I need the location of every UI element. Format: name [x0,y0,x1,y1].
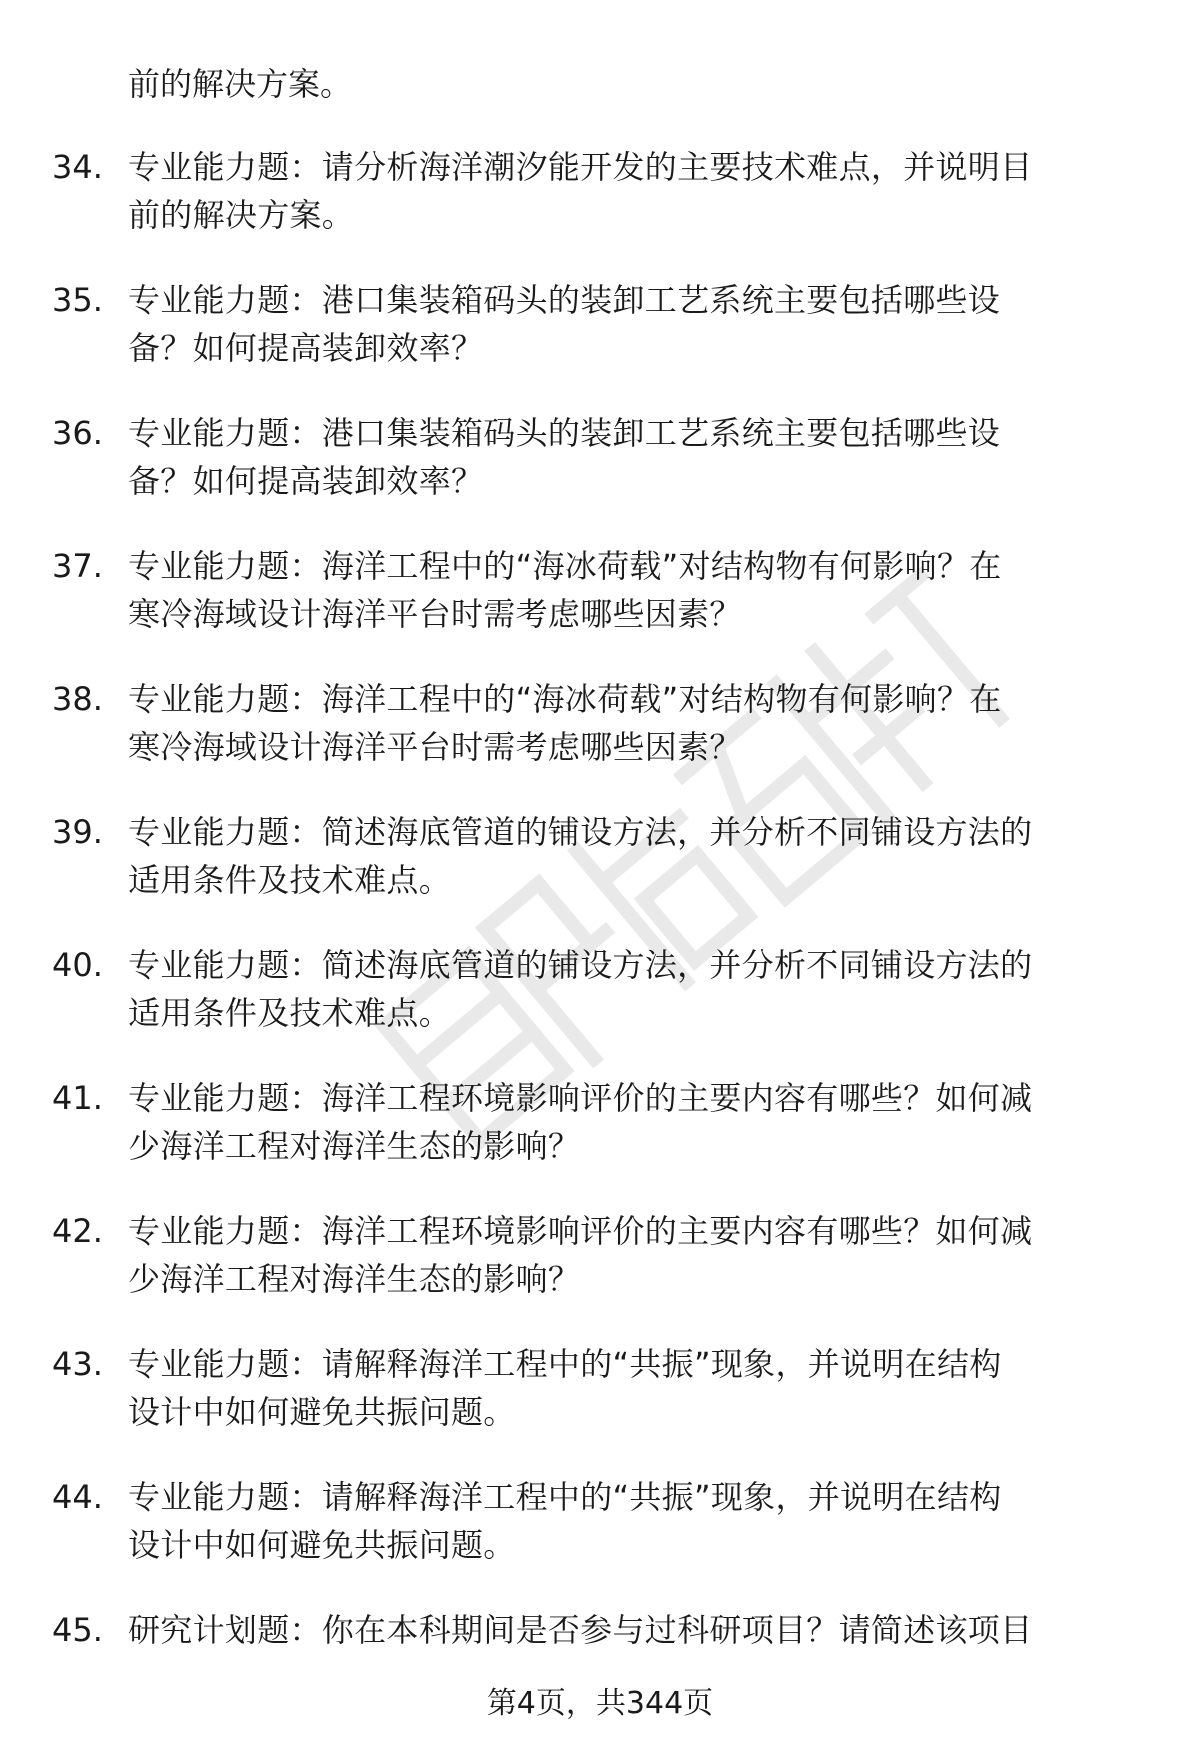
question-number: 36. [52,414,103,452]
question-text [128,1207,1138,1303]
question-number: 44. [52,1478,103,1516]
question-text-line: 专业能力题：简述海底管道的铺设方法，并分析不同铺设方法的 [128,946,1033,984]
question-text-line: 前的解决方案。 [128,196,355,234]
question-item [0,1074,1200,1207]
question-text-line: 寒冷海域设计海洋平台时需考虑哪些因素？ [128,595,742,633]
question-text-line: 设计中如何避免共振问题。 [128,1526,516,1564]
question-number: 39. [52,813,103,851]
question-number: 42. [52,1212,103,1250]
question-text-line: 专业能力题：请解释海洋工程中的“共振”现象，并说明在结构 [128,1345,1002,1383]
question-text-line: 备？如何提高装卸效率？ [128,329,484,367]
question-text-line: 专业能力题：海洋工程中的“海冰荷载”对结构物有何影响？在 [128,680,1002,718]
question-text [128,1074,1138,1170]
continued-text: 前的解决方案。 [128,65,353,103]
question-text-line: 研究计划题：你在本科期间是否参与过科研项目？请简述该项目 [128,1611,1033,1649]
question-item [0,941,1200,1074]
question-text-line: 专业能力题：海洋工程环境影响评价的主要内容有哪些？如何减 [128,1079,1033,1117]
question-text-line: 少海洋工程对海洋生态的影响？ [128,1127,581,1165]
question-text [128,409,1138,505]
question-text [128,675,1138,771]
question-text-line: 专业能力题：请分析海洋潮汐能开发的主要技术难点，并说明目 [128,148,1033,186]
question-text-line: 专业能力题：海洋工程中的“海冰荷载”对结构物有何影响？在 [128,547,1002,585]
question-text [128,143,1138,239]
question-text-line: 寒冷海域设计海洋平台时需考虑哪些因素？ [128,728,742,766]
question-text-line: 适用条件及技术难点。 [128,994,452,1032]
question-number: 43. [52,1345,103,1383]
question-text [128,276,1138,372]
question-text-line: 少海洋工程对海洋生态的影响？ [128,1260,581,1298]
question-item [0,1207,1200,1340]
question-item [0,276,1200,409]
question-text [128,1340,1138,1436]
question-number: 41. [52,1079,103,1117]
question-text-line: 专业能力题：港口集装箱码头的装卸工艺系统主要包括哪些设 [128,414,1001,452]
question-item [0,808,1200,941]
question-text-line: 适用条件及技术难点。 [128,861,452,899]
question-number: 37. [52,547,103,585]
question-item [0,1473,1200,1606]
question-text [128,542,1138,638]
question-number: 34. [52,148,103,186]
page-number-footer: 第4页，共344页 [486,1686,714,1721]
question-text [128,1473,1138,1569]
question-text-line: 专业能力题：简述海底管道的铺设方法，并分析不同铺设方法的 [128,813,1033,851]
question-text [128,941,1138,1037]
question-item [0,409,1200,542]
question-number: 45. [52,1611,103,1649]
question-text-line: 设计中如何避免共振问题。 [128,1393,516,1431]
question-item [0,143,1200,276]
question-item [0,675,1200,808]
question-number: 40. [52,946,103,984]
question-number: 38. [52,680,103,718]
question-number: 35. [52,281,103,319]
question-text-line: 专业能力题：请解释海洋工程中的“共振”现象，并说明在结构 [128,1478,1002,1516]
question-text [128,1606,1138,1654]
question-text-line: 专业能力题：海洋工程环境影响评价的主要内容有哪些？如何减 [128,1212,1033,1250]
question-text-line: 备？如何提高装卸效率？ [128,462,484,500]
question-item [0,542,1200,675]
question-item [0,1340,1200,1473]
question-text [128,808,1138,904]
question-list [0,143,1200,1739]
question-text-line: 专业能力题：港口集装箱码头的装卸工艺系统主要包括哪些设 [128,281,1001,319]
